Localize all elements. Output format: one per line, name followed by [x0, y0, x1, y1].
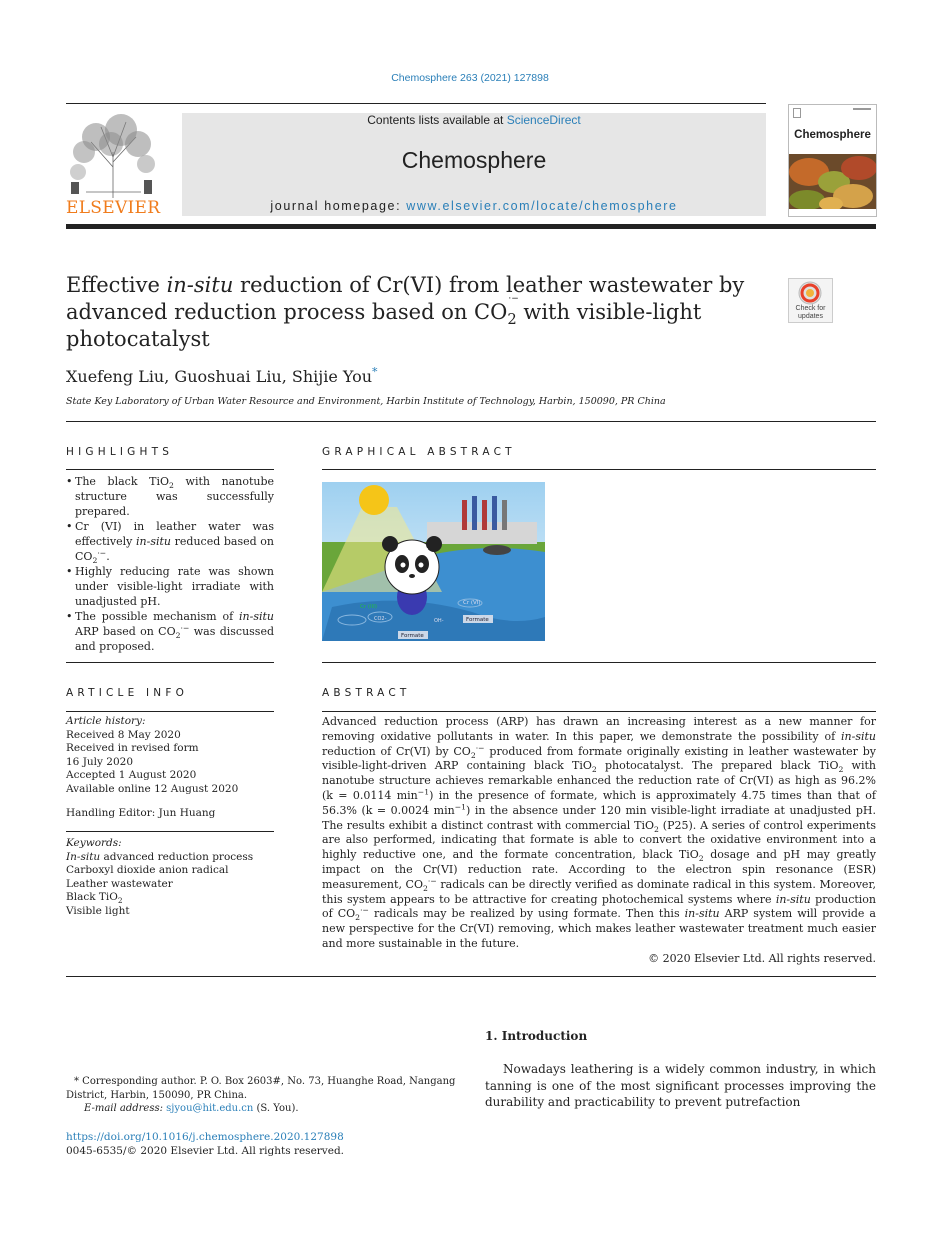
cover-logo-icon [793, 108, 801, 118]
keywords-rule [66, 831, 274, 832]
keyword: Visible light [66, 904, 130, 917]
introduction-heading: 1. Introduction [485, 1029, 588, 1043]
graphical-abstract-bottom-rule [322, 662, 876, 663]
journal-title: Chemosphere [401, 147, 547, 173]
highlights-rule [66, 469, 274, 470]
homepage-link[interactable]: www.elsevier.com/locate/chemosphere [406, 199, 678, 213]
email-link[interactable]: sjyou@hit.edu.cn [166, 1103, 254, 1115]
doi-block [66, 1131, 466, 1158]
cover-issue-mark [853, 108, 871, 110]
article-title [66, 272, 766, 353]
article-info-rule [66, 711, 274, 712]
cover-leaves-image [789, 154, 876, 209]
graphical-abstract-image[interactable] [322, 482, 545, 641]
formate-label-right: Formate [466, 617, 489, 623]
abstract-heading: ABSTRACT [322, 687, 411, 699]
cover-title: Chemosphere [794, 129, 871, 141]
graphical-abstract-heading: GRAPHICAL ABSTRACT [322, 446, 516, 458]
handling-editor: Handling Editor: Jun Huang [66, 806, 216, 819]
sciencedirect-link[interactable]: ScienceDirect [506, 113, 581, 127]
article-history: Article history: Received 8 May 2020 Received in revised form 16 July 2020 Accepted 1 August 2020 Available online 12 August 2020 Handling Editor: Jun Huang [66, 715, 274, 820]
highlight-item: • The black TiO$_2$ with nanotube structure was successfully prepared. [66, 474, 274, 519]
affiliation: State Key Laboratory of Urban Water Resource and Environment, Harbin Institute of Technology, Harbin, 150090, PR China [66, 396, 666, 407]
abstract-rule [322, 711, 876, 712]
journal-banner [182, 113, 766, 216]
highlights-heading: HIGHLIGHTS [66, 446, 174, 458]
homepage-prefix: journal homepage: [270, 199, 402, 213]
highlight-item: • Cr (VI) in leather water was effectively in-situ reduced based on $CO_2^{\cdot-}$. [66, 519, 274, 564]
check-for-updates-button[interactable] [788, 278, 833, 323]
cr-vi-label: Cr (VI) [463, 600, 481, 606]
abstract-bottom-rule [66, 976, 876, 977]
co2-label: CO2- [374, 616, 387, 622]
title-line-2: advanced reduction process based on $CO_{2 \cdot-}$ with visible-light [66, 294, 702, 329]
oh-label: OH- [434, 618, 444, 624]
highlight-item: • Highly reducing rate was shown under visible-light irradiate with unadjusted pH. [66, 564, 274, 609]
corresponding-author-marker[interactable]: * [372, 365, 378, 379]
highlights-bottom-rule [66, 662, 274, 663]
corresponding-author-note: * Corresponding author. P. O. Box 2603#, No. 73, Huanghe Road, Nangang District, Harbin, 150090, PR China. [66, 1076, 456, 1101]
contents-line [182, 113, 766, 127]
graphical-abstract-rule [322, 469, 876, 470]
keyword: Black TiO$_2$ [66, 891, 123, 906]
affiliation-rule [66, 421, 876, 422]
abstract-copyright: © 2020 Elsevier Ltd. All rights reserved. [648, 951, 876, 965]
formate-label-bottom: Formate [401, 633, 424, 639]
email-line: E-mail address: sjyou@hit.edu.cn (S. You). [84, 1103, 299, 1115]
article-info-heading: ARTICLE INFO [66, 687, 189, 699]
sun-icon [359, 485, 389, 515]
header-thick-rule [66, 224, 876, 229]
doi-link[interactable]: https://doi.org/10.1016/j.chemosphere.2020.127898 [66, 1131, 344, 1143]
author-list: Xuefeng Liu, Guoshuai Liu, Shijie You* [66, 365, 378, 386]
keywords-list: Keywords: In-situ advanced reduction process Carboxyl dioxide anion radical Leather wastewater Black TiO$_2$ Visible light [66, 837, 274, 919]
elsevier-logo [66, 112, 161, 217]
journal-reference[interactable]: Chemosphere 263 (2021) 127898 [391, 72, 549, 84]
contents-prefix: Contents lists available at [367, 113, 504, 127]
highlights-list [66, 474, 274, 654]
homepage-line [182, 199, 766, 213]
check-updates-icon [798, 281, 822, 305]
keyword: Leather wastewater [66, 877, 173, 890]
highlight-item: • The possible mechanism of in-situ ARP based on $CO_2^{\cdot-}$ was discussed and proposed. [66, 609, 274, 654]
keyword: In-situ advanced reduction process [66, 850, 254, 863]
header-top-rule [66, 103, 766, 104]
issn-line: 0045-6535/© 2020 Elsevier Ltd. All rights reserved. [66, 1144, 345, 1157]
cr-iii-label: Cr (III) [360, 604, 378, 610]
keyword: Carboxyl dioxide anion radical [66, 864, 229, 877]
introduction-paragraph: Nowadays leathering is a widely common industry, in which tanning is one of the most significant processes improving the durability and practicability to prevent putrefaction [485, 1062, 876, 1109]
elsevier-tree-icon [66, 112, 161, 200]
panda-label: Black TiO2 [402, 548, 429, 554]
title-line-1: Effective in-situ reduction of Cr(VI) from leather wastewater by [66, 273, 745, 297]
journal-cover[interactable] [788, 104, 877, 217]
abstract-body: Advanced reduction process (ARP) has drawn an increasing interest as a new manner for removing oxidative pollutants in water. In this paper, we demonstrate the possibility of in-situ reduction of Cr(VI) by $CO_2^{\cdot-}$ produced from formate originally existing in leather wastewater by visible-light-driven ARP containing black TiO$_2$ photocatalyst. The prepared black TiO$_2$ with nanotube structure achieves remarkable enhanced the reduction rate of Cr(VI) as high as 96.2% (k = 0.0114 $\min^{-1}$) in the presence of formate, which is approximately 4.75 times than that of 56.3% (k = 0.0024 $\min^{-1}$) in the absence under 120 min visible-light irradiate at unadjusted pH. The results exhibit a distinct contrast with commercial TiO$_2$ (P25). A series of control experiments are also performed, indicating that formate is able to convert the oxidative environment into a highly reductive one, and the formate concentration, black TiO$_2$ dosage and pH may greatly impact on the Cr(VI) reduction rate. According to the electron spin resonance (ESR) measurement, $CO_2^{\cdot-}$ radicals can be directly verified as dominate radical in this system. Moreover, this system appears to be attractive for creating photochemical systems where in-situ production of $CO_2^{\cdot-}$ radicals may be realized by using formate. Then this in-situ ARP system will provide a new perspective for the Cr(VI) removing, which makes leather wastewater treatment much easier and more sustainable in the future. © 2020 Elsevier Ltd. All rights reserved. [322, 715, 877, 965]
title-line-3: photocatalyst [66, 327, 210, 351]
check-updates-label: Check for updates [795, 305, 826, 320]
footnote [66, 1075, 461, 1116]
elsevier-wordmark: ELSEVIER [66, 198, 161, 218]
